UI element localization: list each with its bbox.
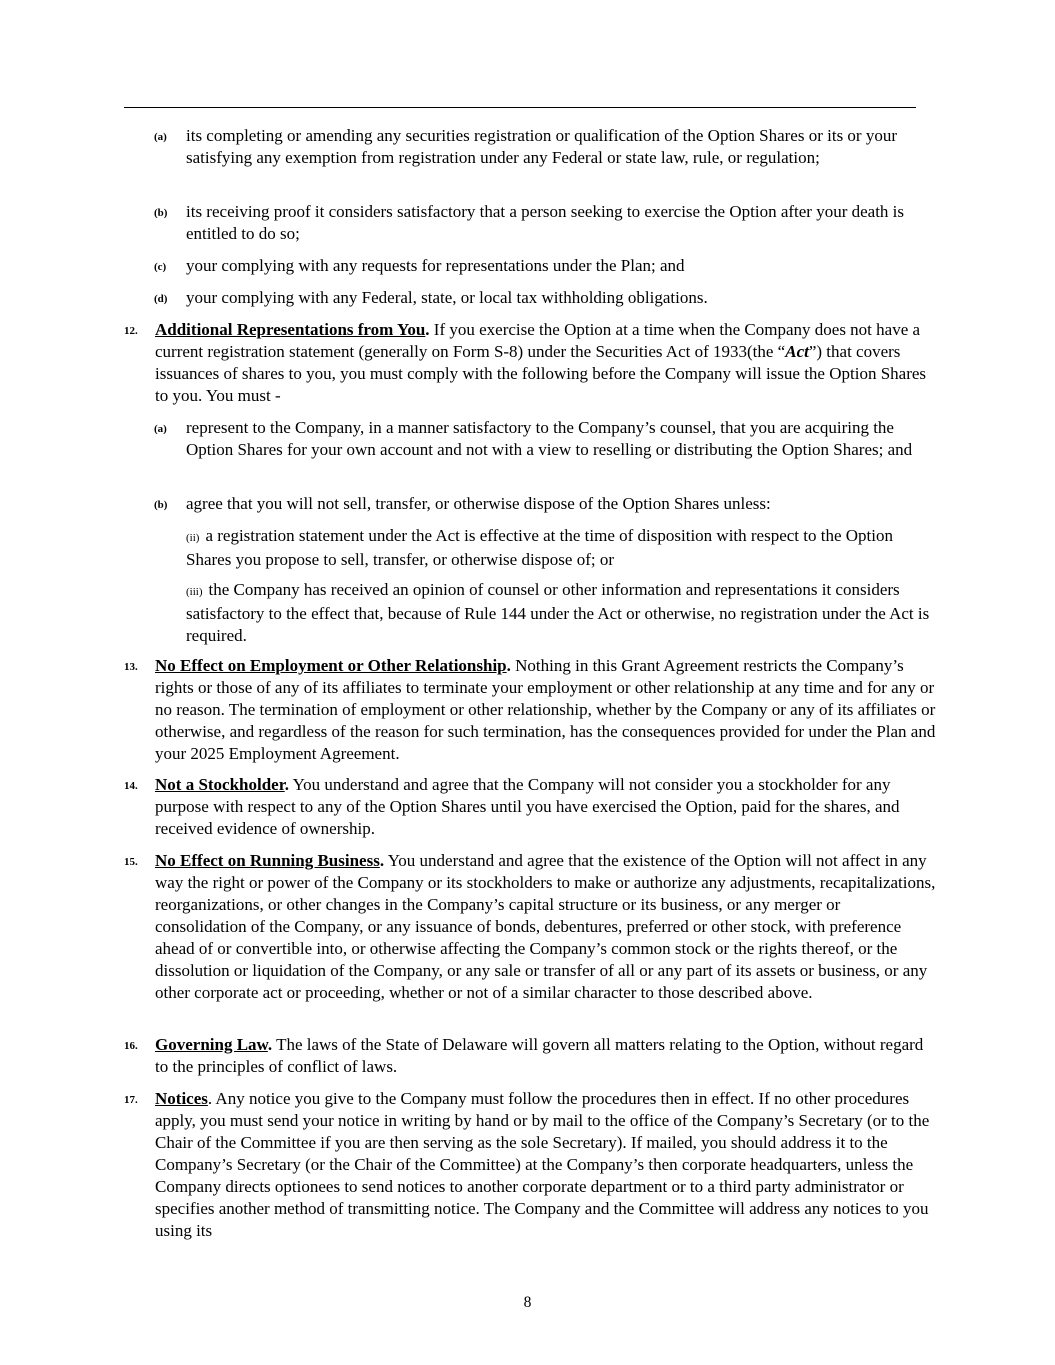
clause-label: (a) xyxy=(154,423,167,435)
section-12 xyxy=(124,319,936,407)
heading-punct: . xyxy=(506,656,511,675)
section-text: . Any notice you give to the Company must follow the procedures then in effect. If no other procedures apply, you must send your notice in writing by hand or by mail to the office of the Company’s Secretary (or to the Chair of the Committee if you are then serving as the sole Secretary). If mailed, you should address it to the Company’s Secretary (or the Chair of the Committee) at the Company’s then corporate headquarters, unless the Company directs optionees to send notices to another corporate department or to a third party administrator or specifies another method of transmitting notice. The Company and the Committee will address any notices to you using its xyxy=(155,1089,930,1240)
section-heading: Governing Law xyxy=(155,1035,268,1054)
clause-12b xyxy=(154,493,936,515)
clause-text: the Company has received an opinion of counsel or other information and representations it considers satisfactory to the effect that, because of Rule 144 under the Act or otherwise, no registration under the Act is required. xyxy=(186,580,930,645)
section-13 xyxy=(124,655,936,765)
section-text: If you exercise the Option at a time when the Company does not have a current registration statement (generally on Form S-8) under the Securities Act of 1933(the “ xyxy=(155,320,921,361)
section-heading: Additional Representations from You xyxy=(155,320,426,339)
clause-text: represent to the Company, in a manner satisfactory to the Company’s counsel, that you are acquiring the Option Shares for your own account and not with a view to reselling or distributing the Option Shares; and xyxy=(186,418,913,459)
clause-11d xyxy=(154,287,936,309)
heading-punct: . xyxy=(425,320,430,339)
page-number: 8 xyxy=(523,1294,532,1311)
clause-label: (a) xyxy=(154,131,167,143)
section-17 xyxy=(124,1088,936,1242)
heading-punct: . xyxy=(267,1035,273,1054)
clause-label: (b) xyxy=(154,499,168,511)
section-heading: Not a Stockholder xyxy=(155,775,285,794)
header-rule xyxy=(124,107,916,108)
section-number: 14. xyxy=(124,780,138,792)
heading-punct: . xyxy=(379,851,385,870)
clause-label: (ii) xyxy=(186,532,200,544)
section-number: 12. xyxy=(124,325,138,337)
clause-11c xyxy=(154,255,936,277)
section-15 xyxy=(124,850,936,1004)
section-number: 16. xyxy=(124,1040,138,1052)
section-16 xyxy=(124,1034,936,1078)
defined-term: Act xyxy=(785,342,809,361)
section-heading: Notices xyxy=(155,1089,208,1108)
clause-text: your complying with any requests for representations under the Plan; and xyxy=(186,256,685,275)
clause-11b xyxy=(154,201,936,245)
clause-label: (iii) xyxy=(186,586,203,598)
clause-text: its receiving proof it considers satisfactory that a person seeking to exercise the Option after your death is entitled to do so; xyxy=(186,202,905,243)
clause-text: its completing or amending any securities registration or qualification of the Option Shares or its or your satisfying any exemption from registration under any Federal or state law, rule, or regulation; xyxy=(186,126,898,167)
clause-11a xyxy=(154,125,936,169)
heading-punct: . xyxy=(284,775,289,794)
clause-text: your complying with any Federal, state, or local tax withholding obligations. xyxy=(186,288,708,307)
clause-label: (c) xyxy=(154,261,167,273)
clause-label: (d) xyxy=(154,293,168,305)
section-text: The laws of the State of Delaware will govern all matters relating to the Option, without regard to the principles of conflict of laws. xyxy=(155,1035,924,1076)
clause-label: (b) xyxy=(154,207,168,219)
section-heading: No Effect on Employment or Other Relationship xyxy=(155,656,507,675)
clause-text: a registration statement under the Act is effective at the time of disposition with respect to the Option Shares you propose to sell, transfer, or otherwise dispose of; or xyxy=(186,526,893,569)
section-text: You understand and agree that the existence of the Option will not affect in any way the right or power of the Company or its stockholders to make or authorize any adjustments, recapitalizations, reorganizations, or other changes in the Company’s capital structure or its business, or any merger or consolidation of the Company, or any issuance of bonds, debentures, preferred or other stock, with preference ahead of or convertible into, or otherwise affecting the Company’s common stock or the rights thereof, or the dissolution or liquidation of the Company, or any sale or transfer of all or any part of its assets or business, or any other corporate act or proceeding, whether or not of a similar character to those described above. xyxy=(155,851,936,1002)
section-heading: No Effect on Running Business xyxy=(155,851,380,870)
section-14 xyxy=(124,774,936,840)
section-number: 13. xyxy=(124,661,138,673)
section-text: You understand and agree that the Company will not consider you a stockholder for any purpose with respect to any of the Option Shares until you have exercised the Option, paid for the shares, and received evidence of ownership. xyxy=(155,775,900,838)
section-text: Nothing in this Grant Agreement restricts the Company’s rights or those of any of its affiliates to terminate your employment or other relationship at any time and for any or no reason. The termination of employment or other relationship, whether by the Company or any of its affiliates or otherwise, and regardless of the reason for such termination, has the consequences provided for under the Plan and your 2025 Employment Agreement. xyxy=(155,656,936,763)
clause-text: agree that you will not sell, transfer, or otherwise dispose of the Option Shares unless: xyxy=(186,494,771,513)
section-text: ”) that covers issuances of shares to you, you must comply with the following before the Company will issue the Option Shares to you. You must - xyxy=(155,342,927,405)
section-number: 15. xyxy=(124,856,138,868)
clause-12b-ii xyxy=(186,525,936,571)
clause-12a xyxy=(154,417,936,461)
section-number: 17. xyxy=(124,1094,138,1106)
clause-12b-iii xyxy=(186,579,936,647)
